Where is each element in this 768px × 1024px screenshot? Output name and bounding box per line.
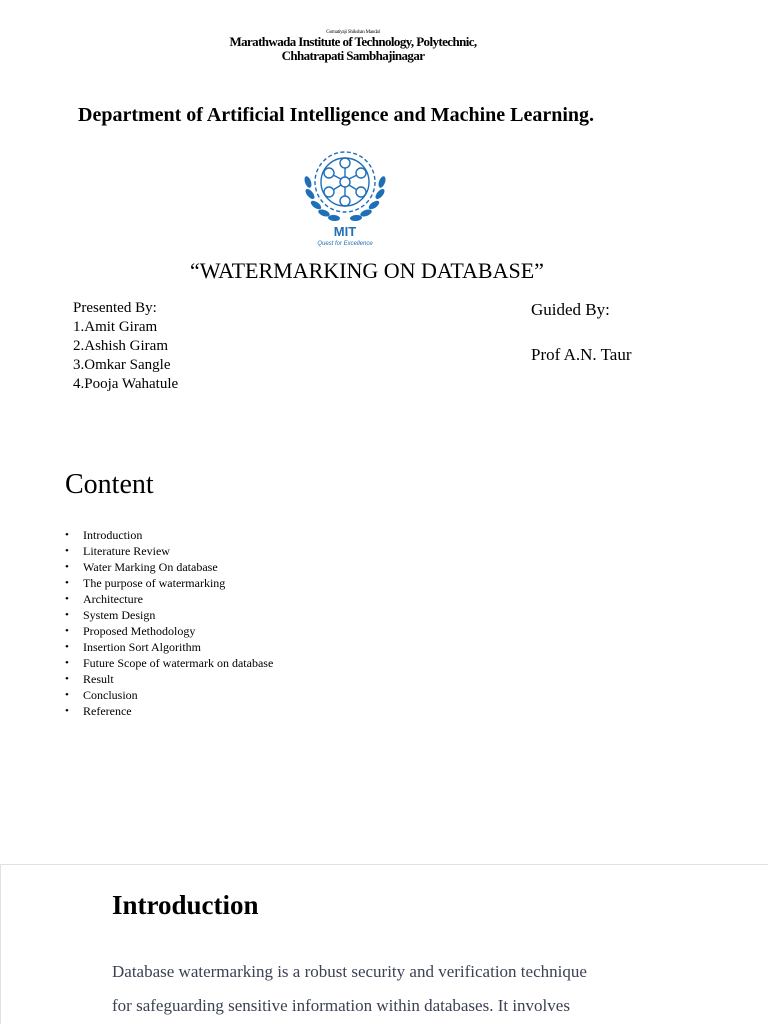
list-item-label: Architecture <box>83 592 143 606</box>
department-heading: Department of Artificial Intelligence and Machine Learning. <box>78 104 595 126</box>
bullet: • <box>65 641 69 653</box>
introduction-heading: Introduction <box>112 890 259 920</box>
logo-tagline: Quest for Excellence <box>317 241 373 247</box>
bullet: • <box>65 609 69 621</box>
list-item-label: Reference <box>83 704 132 718</box>
institute-name: Marathwada Institute of Technology, Polytechnic, <box>229 34 477 49</box>
content-list <box>65 527 273 719</box>
presenter-name: 3.Omkar Sangle <box>73 357 171 373</box>
list-item-label: Conclusion <box>83 688 138 702</box>
bullet: • <box>65 625 69 637</box>
mit-logo <box>298 142 392 248</box>
bullet: • <box>65 545 69 557</box>
presenter-name: 4.Pooja Wahatule <box>73 376 179 392</box>
bullet: • <box>65 657 69 669</box>
paragraph-line: Database watermarking is a robust security and verification technique <box>112 962 587 981</box>
list-item <box>65 527 273 543</box>
presenter-name: 1.Amit Giram <box>73 319 158 335</box>
list-item <box>65 623 273 639</box>
list-item-label: Proposed Methodology <box>83 624 196 638</box>
list-item <box>65 703 273 719</box>
list-item-label: Insertion Sort Algorithm <box>83 640 201 654</box>
paragraph-line: for safeguarding sensitive information within databases. It involves <box>112 996 570 1015</box>
bullet: • <box>65 561 69 573</box>
bullet: • <box>65 593 69 605</box>
presenters-block <box>73 299 178 394</box>
list-item <box>65 607 273 623</box>
institute-city: Chhatrapati Sambhajinagar <box>281 48 425 63</box>
list-item <box>65 543 273 559</box>
list-item <box>65 671 273 687</box>
introduction-slide <box>0 864 768 1024</box>
list-item-label: Result <box>83 672 114 686</box>
list-item-label: System Design <box>83 608 156 622</box>
list-item <box>65 559 273 575</box>
list-item-label: Water Marking On database <box>83 560 218 574</box>
content-slide <box>0 430 768 864</box>
guide-label: Guided By: <box>531 300 610 319</box>
logo-brand: MIT <box>333 224 357 239</box>
title-slide <box>0 0 768 430</box>
list-item-label: Literature Review <box>83 544 170 558</box>
content-heading: Content <box>65 469 154 500</box>
presenter-name: 2.Ashish Giram <box>73 338 168 354</box>
list-item <box>65 591 273 607</box>
bullet: • <box>65 529 69 541</box>
list-item-label: Introduction <box>83 528 143 542</box>
bullet: • <box>65 673 69 685</box>
list-item <box>65 575 273 591</box>
guide-name: Prof A.N. Taur <box>531 345 632 364</box>
bullet: • <box>65 577 69 589</box>
bullet: • <box>65 689 69 701</box>
project-title: “WATERMARKING ON DATABASE” <box>190 258 544 283</box>
presenters-label: Presented By: <box>73 300 157 316</box>
list-item <box>65 687 273 703</box>
list-item <box>65 639 273 655</box>
list-item-label: Future Scope of watermark on database <box>83 656 274 670</box>
list-item-label: The purpose of watermarking <box>83 576 226 590</box>
introduction-paragraph <box>112 955 652 1023</box>
list-item <box>65 655 273 671</box>
institute-society-name: Gomatiyaji Shikshan Mandal <box>326 30 380 35</box>
bullet: • <box>65 705 69 717</box>
